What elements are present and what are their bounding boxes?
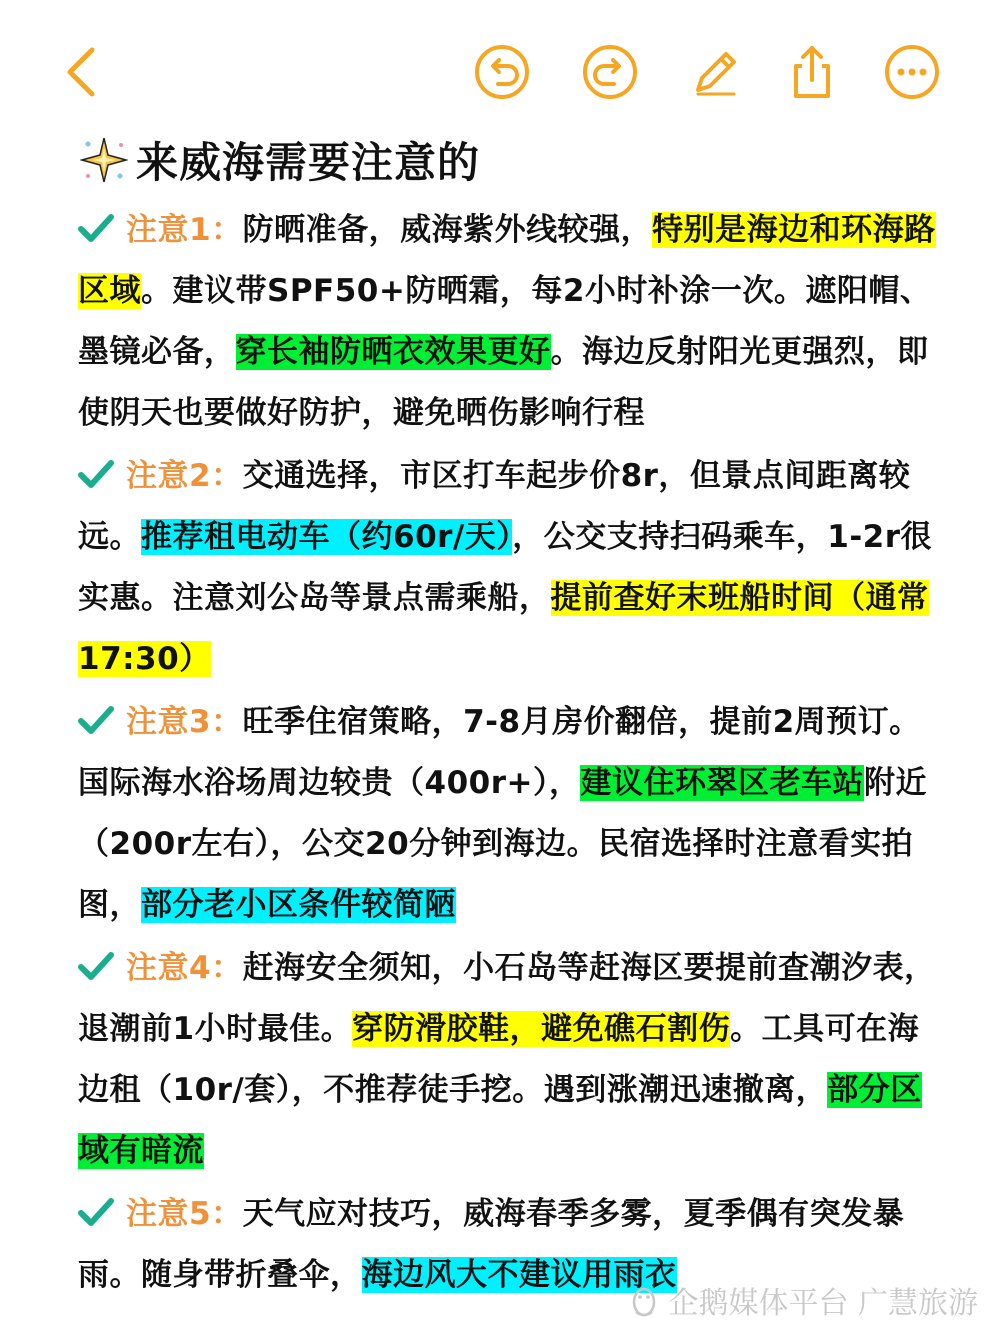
highlighted-text: 穿防滑胶鞋，避免礁石割伤 <box>352 1011 731 1047</box>
checkmark-icon <box>78 203 118 233</box>
checkmark-icon <box>78 941 118 971</box>
watermark-text: 企鹅媒体平台 广慧旅游 <box>668 1286 978 1321</box>
note-text: 交通选择，市区打车起步价8r，但景点间距离较远。 <box>78 458 911 555</box>
back-chevron-icon[interactable] <box>52 40 116 104</box>
highlighted-text: 穿长袖防晒衣效果更好 <box>235 334 551 370</box>
page-title: 来威海需要注意的 <box>136 138 481 187</box>
sparkle-icon <box>80 136 128 184</box>
note-text: ，公交支持扫码乘车，1-2r很实惠。注意刘公岛等景点需乘船， <box>78 519 933 616</box>
highlighted-text: 提前查好末班船时间（通常17:30） <box>78 580 929 677</box>
note-text: 附近（200r左右），公交20分钟到海边。民宿选择时注意看实拍图， <box>78 765 927 923</box>
note-item <box>78 692 948 936</box>
note-item <box>78 446 948 690</box>
note-text: 。海边反射阳光更强烈，即使阴天也要做好防护，避免晒伤影响行程 <box>78 334 929 431</box>
note-text: 旺季住宿策略，7-8月房价翻倍，提前2周预订。国际海水浴场周边较贵（400r+）， <box>78 704 921 801</box>
highlighted-text: 建议住环翠区老车站 <box>580 765 864 801</box>
pencil-edit-icon[interactable] <box>684 40 748 104</box>
penguin-logo-icon <box>626 1282 662 1318</box>
highlighted-text: 推荐租电动车（约60r/天） <box>141 519 513 555</box>
note-text: 天气应对技巧，威海春季多雾，夏季偶有突发暴雨。随身带折叠伞， <box>78 1196 905 1293</box>
watermark <box>626 1278 978 1322</box>
checkmark-icon <box>78 1187 118 1217</box>
top-toolbar <box>0 0 1000 140</box>
note-text: 。工具可在海边租（10r/套），不推荐徒手挖。遇到涨潮迅速撤离， <box>78 1011 920 1108</box>
note-label: 注意3： <box>126 704 243 740</box>
note-label: 注意4： <box>126 950 243 986</box>
highlighted-text: 部分区域有暗流 <box>78 1072 922 1169</box>
share-icon[interactable] <box>780 40 844 104</box>
redo-icon[interactable] <box>578 40 642 104</box>
note-text: 。建议带SPF50+防晒霜，每2小时补涂一次。遮阳帽、墨镜必备， <box>78 273 932 370</box>
note-item <box>78 200 948 444</box>
note-text: 防晒准备，威海紫外线较强， <box>242 212 653 248</box>
more-icon[interactable] <box>880 40 944 104</box>
highlighted-text: 海边风大不建议用雨衣 <box>361 1257 677 1293</box>
title-row <box>80 130 480 190</box>
notes-list <box>78 200 948 1308</box>
note-label: 注意1： <box>126 212 243 248</box>
note-label: 注意2： <box>126 458 243 494</box>
highlighted-text: 特别是海边和环海路区域 <box>78 212 936 309</box>
highlighted-text: 部分老小区条件较简陋 <box>141 887 456 923</box>
note-text: 赶海安全须知，小石岛等赶海区要提前查潮汐表，退潮前1小时最佳。 <box>78 950 936 1047</box>
checkmark-icon <box>78 695 118 725</box>
undo-icon[interactable] <box>470 40 534 104</box>
note-item <box>78 938 948 1182</box>
checkmark-icon <box>78 449 118 479</box>
note-label: 注意5： <box>126 1196 243 1232</box>
